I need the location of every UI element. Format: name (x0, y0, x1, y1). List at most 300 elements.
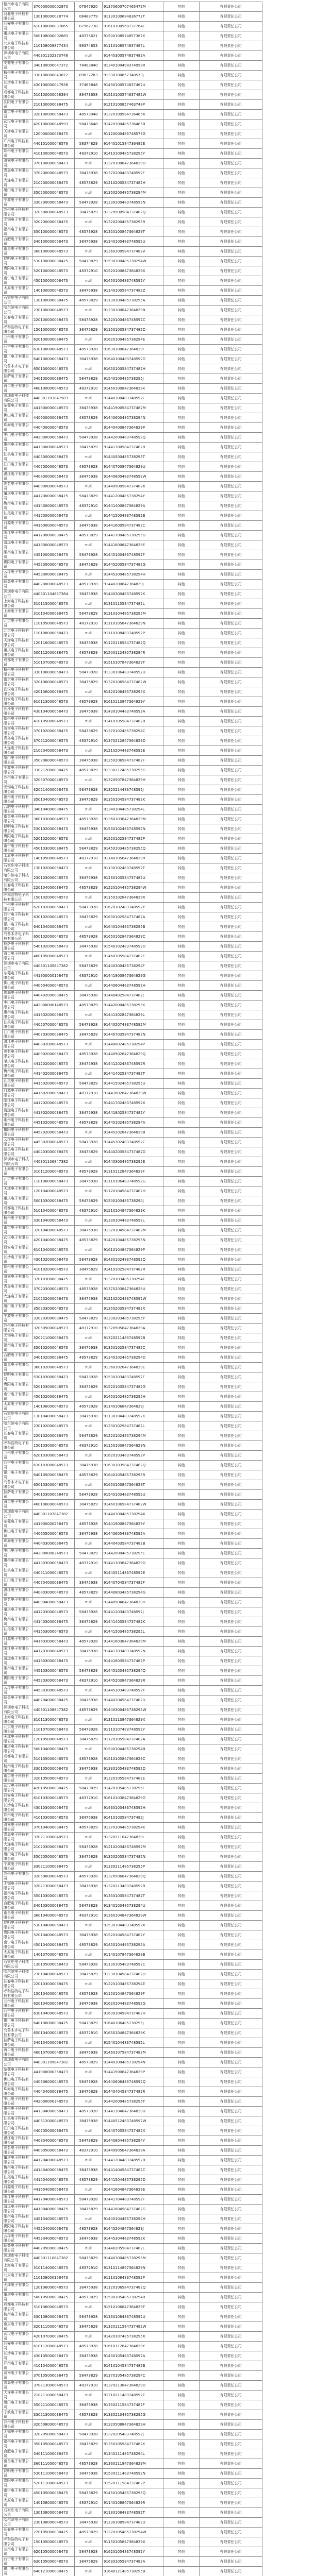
company-name-cell: 韶关电子有限公司 (3, 1696, 32, 1705)
company-type-cell: 有限责任公司 (200, 1382, 262, 1392)
org-number-cell: 58473928 (75, 1725, 103, 1735)
registration-code-cell: 440803000048573 (32, 1588, 75, 1598)
company-type-cell: 有限责任公司 (200, 2107, 262, 2116)
registration-code-cell: 441204000048573 (32, 2156, 75, 2165)
org-number-cell: null (75, 2537, 103, 2547)
status-cell: 其他 (163, 1421, 200, 1431)
company-type-cell: 有限责任公司 (200, 2528, 262, 2537)
company-name-cell: 长春电子有限公司 (3, 1431, 32, 1441)
registration-code-cell: 440905000058473 (32, 2146, 75, 2156)
registration-code-cell: 620103000058473 (32, 1451, 75, 1461)
company-type-cell: 有限责任公司 (200, 1333, 262, 1343)
org-number-cell: null (75, 1833, 103, 1842)
org-number-cell: 48573829 (75, 1001, 103, 1010)
registration-code-cell: 140107000048573 (32, 1950, 75, 1960)
table-row (3, 1598, 318, 1607)
table-row (3, 80, 318, 90)
company-name-cell: 上海电子科技有限公司 (3, 599, 32, 609)
credit-code-cell: 91370200483748592F (103, 168, 163, 178)
company-type-cell: 有限责任公司 (200, 1598, 262, 1607)
table-row (3, 296, 318, 306)
company-type-cell: 有限责任公司 (200, 1970, 262, 1979)
registration-code-cell: 330104000058473 (32, 1216, 75, 1226)
credit-code-cell: 91210202483748592W (103, 1294, 163, 1304)
status-cell: 其他 (163, 589, 200, 599)
company-type-cell: 有限责任公司 (200, 1040, 262, 1049)
company-name-cell: 济南电子有限公司 (3, 159, 32, 168)
company-type-cell: 有限责任公司 (200, 1421, 262, 1431)
company-type-cell: 有限责任公司 (200, 1324, 262, 1333)
org-number-cell: 38475829 (75, 325, 103, 335)
org-number-cell: null (75, 922, 103, 932)
table-row (3, 1196, 318, 1206)
credit-code-cell: 91441304847364829U (103, 2107, 163, 2116)
registration-code-cell: 440800000058473 (32, 472, 75, 482)
status-cell: 其他 (163, 1647, 200, 1656)
company-type-cell: 有限责任公司 (200, 795, 262, 805)
org-number-cell: 58473928 (75, 1842, 103, 1852)
registration-code-cell: 650100000048573 (32, 364, 75, 374)
registration-code-cell: 320506000048573 (32, 1872, 75, 1882)
company-type-cell: 有限责任公司 (200, 1118, 262, 1128)
credit-code-cell: 91440300485738294N (103, 2058, 163, 2067)
table-row (3, 619, 318, 629)
status-cell: 其他 (163, 1735, 200, 1744)
company-type-cell: 有限责任公司 (200, 2400, 262, 2410)
credit-code-cell: 91610112847364829Y (103, 2342, 163, 2351)
org-number-cell: 48372910 (75, 1793, 103, 1803)
credit-code-cell: 91320200485738295R (103, 217, 163, 227)
credit-code-cell: 91441600584737482C (103, 521, 163, 531)
status-cell: 其他 (163, 2195, 200, 2205)
org-number-cell: 58473829 (75, 1901, 103, 1911)
org-number-cell: 48573928 (75, 2224, 103, 2234)
credit-code-cell: 91450102485738295H (103, 1392, 163, 1402)
table-row (3, 1921, 318, 1930)
company-type-cell: 有限责任公司 (200, 1372, 262, 1382)
credit-code-cell: 91420107485738295X (103, 2332, 163, 2342)
table-row (3, 873, 318, 883)
registration-code-cell: 440204000038475 (32, 1696, 75, 1705)
org-number-cell: null (75, 2156, 103, 2165)
registration-code-cell: 620100000038475 (32, 335, 75, 345)
company-name-cell: 天津电子有限公司 (3, 2283, 32, 2293)
registration-code-cell: 340102000038475 (32, 1353, 75, 1363)
credit-code-cell: 91441602847364829W (103, 1089, 163, 1098)
status-cell: 其他 (163, 1382, 200, 1392)
table-row (3, 2322, 318, 2332)
table-row (3, 266, 318, 276)
credit-code-cell: 91360104847364829W (103, 1911, 163, 1921)
registration-code-cell: 320205000058473 (32, 2430, 75, 2439)
credit-code-cell: 91540103483748592U (103, 1490, 163, 1500)
status-cell: 其他 (163, 1001, 200, 1010)
company-name-cell: 云浮电子有限公司 (3, 1686, 32, 1696)
table-row (3, 2067, 318, 2077)
table-row (3, 1882, 318, 1891)
table-row (3, 2009, 318, 2019)
org-number-cell: null (75, 2067, 103, 2077)
status-cell: 其他 (163, 364, 200, 374)
credit-code-cell: 91430105483748592A (103, 2351, 163, 2361)
company-type-cell: 有限责任公司 (200, 1177, 262, 1187)
table-row (3, 2175, 318, 2185)
company-name-cell: 惠州电子科技有限公司 (3, 2107, 32, 2116)
company-type-cell: 有限责任公司 (200, 619, 262, 629)
status-cell: 其他 (163, 276, 200, 286)
table-row (3, 178, 318, 188)
status-cell: 其他 (163, 1637, 200, 1647)
registration-code-cell: 440404000038475 (32, 2087, 75, 2097)
company-name-cell: 深圳市电子有限公司 (3, 961, 32, 971)
status-cell: 其他 (163, 2058, 200, 2067)
company-name-cell: 兰州电子科技有限公司 (3, 1999, 32, 2009)
table-row (3, 22, 318, 31)
company-name-cell: 西安电子有限公司 (3, 22, 32, 31)
status-cell: 其他 (163, 2126, 200, 2136)
registration-code-cell: 320505000048573 (32, 1324, 75, 1333)
registration-code-cell: 520103000048573 (32, 1382, 75, 1392)
table-row (3, 2342, 318, 2351)
status-cell: 其他 (163, 1304, 200, 1314)
credit-code-cell: 91540102483748592D (103, 942, 163, 952)
status-cell: 其他 (163, 2351, 200, 2361)
status-cell: 其他 (163, 2391, 200, 2400)
company-name-cell: 汕尾电子有限公司 (3, 511, 32, 521)
table-row (3, 325, 318, 335)
status-cell: 其他 (163, 139, 200, 149)
status-cell: 其他 (163, 766, 200, 775)
org-number-cell: 38475938 (75, 2116, 103, 2126)
credit-code-cell: 91441603847364829M (103, 1637, 163, 1647)
company-type-cell: 有限责任公司 (200, 1930, 262, 1940)
company-type-cell: 有限责任公司 (200, 413, 262, 423)
credit-code-cell: 91440300485738295M (103, 2253, 163, 2263)
table-row (3, 903, 318, 912)
company-type-cell: 有限责任公司 (200, 1940, 262, 1950)
company-type-cell: 有限责任公司 (200, 198, 262, 208)
status-cell: 其他 (163, 717, 200, 726)
status-cell: 其他 (163, 296, 200, 306)
registration-code-cell: 445103000048573 (32, 1666, 75, 1676)
table-row (3, 1656, 318, 1666)
company-type-cell: 有限责任公司 (200, 2136, 262, 2146)
company-name-cell: 上海电子科技有限公司 (3, 1715, 32, 1725)
credit-code-cell: 91210204483748592E (103, 746, 163, 756)
org-number-cell: null (75, 834, 103, 844)
company-name-cell: 重庆电子有限公司 (3, 31, 32, 41)
company-name-cell: 天津电子科技有限公司 (3, 1735, 32, 1744)
company-name-cell: 无锡电子有限公司 (3, 1333, 32, 1343)
company-type-cell: 有限责任公司 (200, 1128, 262, 1138)
status-cell: 其他 (163, 374, 200, 384)
org-number-cell: null (75, 746, 103, 756)
status-cell: 其他 (163, 805, 200, 815)
credit-code-cell: 91330212485738295G (103, 766, 163, 775)
status-cell: 其他 (163, 991, 200, 1001)
status-cell: 其他 (163, 12, 200, 22)
credit-code-cell: 91445204847364829J (103, 2224, 163, 2234)
status-cell: 其他 (163, 1705, 200, 1715)
org-number-cell: 48573829 (75, 2175, 103, 2185)
credit-code-cell: 91530100485738294W (103, 257, 163, 266)
org-number-cell: 58473829 (75, 2136, 103, 2146)
company-name-cell: 太原电子有限公司 (3, 286, 32, 296)
status-cell: 其他 (163, 2508, 200, 2518)
status-cell: 其他 (163, 1940, 200, 1950)
company-name-cell: 韶关电子科技有限公司 (3, 2244, 32, 2253)
status-cell: 其他 (163, 100, 200, 110)
credit-code-cell: 91440203584737482D (103, 1147, 163, 1157)
registration-code-cell: 440600000038475 (32, 413, 75, 423)
registration-code-cell: 130105000058473 (32, 1960, 75, 1970)
status-cell: 其他 (163, 2361, 200, 2371)
org-number-cell: null (75, 1128, 103, 1138)
table-row (3, 1617, 318, 1627)
registration-code-cell: 440703000038475 (32, 1030, 75, 1040)
company-name-cell: 南昌电子科技有限公司 (3, 815, 32, 824)
credit-code-cell: 91620105483748592Y (103, 2547, 163, 2557)
registration-code-cell: 330108000058473 (32, 2312, 75, 2322)
status-cell: 其他 (163, 746, 200, 756)
company-name-cell: 江门电子有限公司 (3, 462, 32, 472)
registration-code-cell: 350200000048573 (32, 188, 75, 198)
registration-code-cell: 320100000058473 (32, 110, 75, 120)
credit-code-cell: 91360111847364829M (103, 2459, 163, 2469)
status-cell: 其他 (163, 2528, 200, 2537)
company-type-cell: 有限责任公司 (200, 2195, 262, 2205)
org-number-cell: 58473829 (75, 1431, 103, 1441)
company-type-cell: 有限责任公司 (200, 120, 262, 129)
registration-code-cell: 440301103847583 (32, 394, 75, 403)
credit-code-cell: 91460107584737482M (103, 2048, 163, 2058)
table-row (3, 824, 318, 834)
company-name-cell: 清远电子有限公司 (3, 540, 32, 550)
status-cell: 其他 (163, 1774, 200, 1784)
company-name-cell: 佛山电子科技有限公司 (3, 981, 32, 991)
company-name-cell: 重庆电子科技有限公司 (3, 1744, 32, 1754)
org-number-cell: null (75, 2420, 103, 2430)
registration-code-cell: 330100000043872 (32, 71, 75, 80)
registration-code-cell: 440900000048573 (32, 482, 75, 492)
status-cell: 其他 (163, 2410, 200, 2420)
company-name-cell: 湛江电子有限公司 (3, 1588, 32, 1598)
org-number-cell: 48573928 (75, 1519, 103, 1529)
status-cell: 其他 (163, 1784, 200, 1793)
company-name-cell: 中山电子科技有限公司 (3, 2097, 32, 2107)
company-name-cell: 中山电子有限公司 (3, 1549, 32, 1558)
status-cell: 其他 (163, 1226, 200, 1235)
company-type-cell: 有限责任公司 (200, 1989, 262, 1999)
company-name-cell: 石家庄电子有限公司 (3, 1412, 32, 1421)
company-type-cell: 有限责任公司 (200, 139, 262, 149)
company-name-cell: 郑州电子科技有限公司 (3, 717, 32, 726)
credit-code-cell: 91441604847364829E (103, 2185, 163, 2195)
credit-code-cell: 91441900584737482M (103, 403, 163, 413)
registration-code-cell: 530104000058473 (32, 1921, 75, 1930)
table-row (3, 1823, 318, 1833)
company-type-cell: 有限责任公司 (200, 560, 262, 570)
org-number-cell: null (75, 805, 103, 815)
company-type-cell: 有限责任公司 (200, 893, 262, 903)
table-row (3, 570, 318, 580)
table-row (3, 2058, 318, 2067)
status-cell: 其他 (163, 1764, 200, 1774)
company-name-cell: 茂名电子有限公司 (3, 482, 32, 492)
company-type-cell: 有限责任公司 (200, 707, 262, 717)
org-number-cell: 48372910 (75, 384, 103, 394)
table-row (3, 492, 318, 501)
company-type-cell: 有限责任公司 (200, 1519, 262, 1529)
registration-code-cell: 441200000038475 (32, 492, 75, 501)
company-type-cell: 有限责任公司 (200, 1069, 262, 1079)
company-name-cell: 银川电子有限公司 (3, 354, 32, 364)
credit-code-cell: 91440511483748592E (103, 1568, 163, 1578)
org-number-cell: 48573928 (75, 227, 103, 237)
table-row (3, 2430, 318, 2439)
registration-code-cell: 140100000048573 (32, 286, 75, 296)
registration-code-cell: 445202000058473 (32, 1128, 75, 1138)
org-number-cell: 38475938 (75, 286, 103, 296)
company-name-cell: 汕尾电子有限公司 (3, 1627, 32, 1637)
org-number-cell: null (75, 1010, 103, 1020)
org-number-cell: 48573928 (75, 1754, 103, 1764)
company-name-cell: 西安电子科技有限公司 (3, 1793, 32, 1803)
status-cell: 其他 (163, 41, 200, 51)
status-cell: 其他 (163, 2, 200, 12)
org-number-cell: null (75, 2361, 103, 2371)
registration-code-cell: 350205000048573 (32, 1852, 75, 1862)
credit-code-cell: 91500104485738294B (103, 1744, 163, 1754)
registration-code-cell: 441704000048573 (32, 2195, 75, 2205)
company-name-cell: 长春电子科技有限公司 (3, 1979, 32, 1989)
company-name-cell: 济南电子科技有限公司 (3, 726, 32, 736)
registration-code-cell: 630103000048573 (32, 1461, 75, 1470)
status-cell: 其他 (163, 1627, 200, 1637)
credit-code-cell: 91441503485738295L (103, 1627, 163, 1637)
status-cell: 其他 (163, 1314, 200, 1324)
registration-code-cell: 120000000038475 (32, 129, 75, 139)
credit-code-cell: 91320106584737482W (103, 677, 163, 687)
registration-code-cell: 310113000048573 (32, 1715, 75, 1725)
company-name-cell: 呼和浩特电子有限公司 (3, 2537, 32, 2547)
status-cell: 其他 (163, 2263, 200, 2273)
company-type-cell: 有限责任公司 (200, 1098, 262, 1108)
credit-code-cell: 91441302847364829L (103, 1010, 163, 1020)
company-type-cell: 有限责任公司 (200, 2459, 262, 2469)
registration-code-cell: 510100000058394 (32, 90, 75, 100)
registration-code-cell: 460105000048573 (32, 952, 75, 961)
org-number-cell: null (75, 1157, 103, 1167)
registration-code-cell: 320507000048573 (32, 775, 75, 785)
status-cell: 其他 (163, 1833, 200, 1842)
credit-code-cell: 91520102584737482P (103, 834, 163, 844)
table-row (3, 717, 318, 726)
org-number-cell: 58473829 (75, 492, 103, 501)
registration-code-cell: 510107000048573 (32, 658, 75, 668)
org-number-cell: 48372910 (75, 1558, 103, 1568)
table-row (3, 1265, 318, 1275)
credit-code-cell: 91510105847364829C (103, 1754, 163, 1764)
org-number-cell: 48372910 (75, 619, 103, 629)
status-cell: 其他 (163, 2547, 200, 2557)
company-name-cell: 江门电子科技有限公司 (3, 2126, 32, 2136)
org-number-cell: 58473829 (75, 1079, 103, 1089)
table-row (3, 1118, 318, 1128)
status-cell: 其他 (163, 1265, 200, 1275)
registration-code-cell: 440511000048573 (32, 1568, 75, 1578)
status-cell: 其他 (163, 2038, 200, 2048)
table-row (3, 2381, 318, 2391)
company-type-cell: 有限责任公司 (200, 1568, 262, 1578)
company-type-cell: 有限责任公司 (200, 452, 262, 462)
company-name-cell: 河源电子有限公司 (3, 1637, 32, 1647)
credit-code-cell: 91450104485738295A (103, 1940, 163, 1950)
registration-code-cell: 410103000048573 (32, 1813, 75, 1823)
org-number-cell: 58473928 (75, 1138, 103, 1147)
company-type-cell: 有限责任公司 (200, 863, 262, 873)
company-type-cell: 有限责任公司 (200, 580, 262, 589)
company-name-cell: 石家庄电子有限公司 (3, 2508, 32, 2518)
table-row (3, 1862, 318, 1872)
credit-code-cell: 91120000483748573G (103, 129, 163, 139)
table-row (3, 2332, 318, 2342)
registration-code-cell: 340100000047372 (32, 61, 75, 71)
org-number-cell: 38475938 (75, 707, 103, 717)
status-cell: 其他 (163, 1852, 200, 1862)
status-cell: 其他 (163, 1167, 200, 1177)
registration-code-cell: 540103000058473 (32, 1490, 75, 1500)
table-row (3, 550, 318, 560)
company-type-cell: 有限责任公司 (200, 149, 262, 159)
org-number-cell: null (75, 423, 103, 433)
status-cell: 其他 (163, 2136, 200, 2146)
org-number-cell: null (75, 1774, 103, 1784)
company-type-cell: 有限责任公司 (200, 325, 262, 335)
status-cell: 其他 (163, 844, 200, 854)
company-type-cell: 有限责任公司 (200, 1030, 262, 1040)
org-number-cell: 48573829 (75, 1470, 103, 1480)
registration-code-cell: 370203000048573 (32, 1284, 75, 1294)
table-row (3, 1255, 318, 1265)
company-name-cell: 西安电子有限公司 (3, 2342, 32, 2351)
company-name-cell: 阳江电子有限公司 (3, 1647, 32, 1656)
credit-code-cell: 91440300574837482A (103, 51, 163, 61)
table-row (3, 1833, 318, 1842)
table-row (3, 1353, 318, 1363)
company-name-cell: 东莞电子有限公司 (3, 1519, 32, 1529)
table-row (3, 2253, 318, 2263)
org-number-cell: 38475938 (75, 1108, 103, 1118)
company-name-cell: 兰州电子科技有限公司 (3, 903, 32, 912)
table-row (3, 110, 318, 120)
credit-code-cell: 91630104584737482H (103, 2009, 163, 2019)
credit-code-cell: 91445103485738294Q (103, 1666, 163, 1676)
table-row (3, 1294, 318, 1304)
company-type-cell: 有限责任公司 (200, 1089, 262, 1098)
registration-code-cell: 130100000038475 (32, 296, 75, 306)
company-type-cell: 有限责任公司 (200, 41, 262, 51)
registration-code-cell: 310112000048573 (32, 1167, 75, 1177)
table-row (3, 462, 318, 472)
org-number-cell: 48573829 (75, 413, 103, 423)
company-name-cell: 海口电子有限公司 (3, 384, 32, 394)
company-type-cell: 有限责任公司 (200, 1431, 262, 1441)
table-row (3, 443, 318, 452)
company-name-cell: 大连电子有限公司 (3, 1294, 32, 1304)
company-type-cell: 有限责任公司 (200, 1500, 262, 1510)
company-name-cell: 湛江电子科技有限公司 (3, 1040, 32, 1049)
